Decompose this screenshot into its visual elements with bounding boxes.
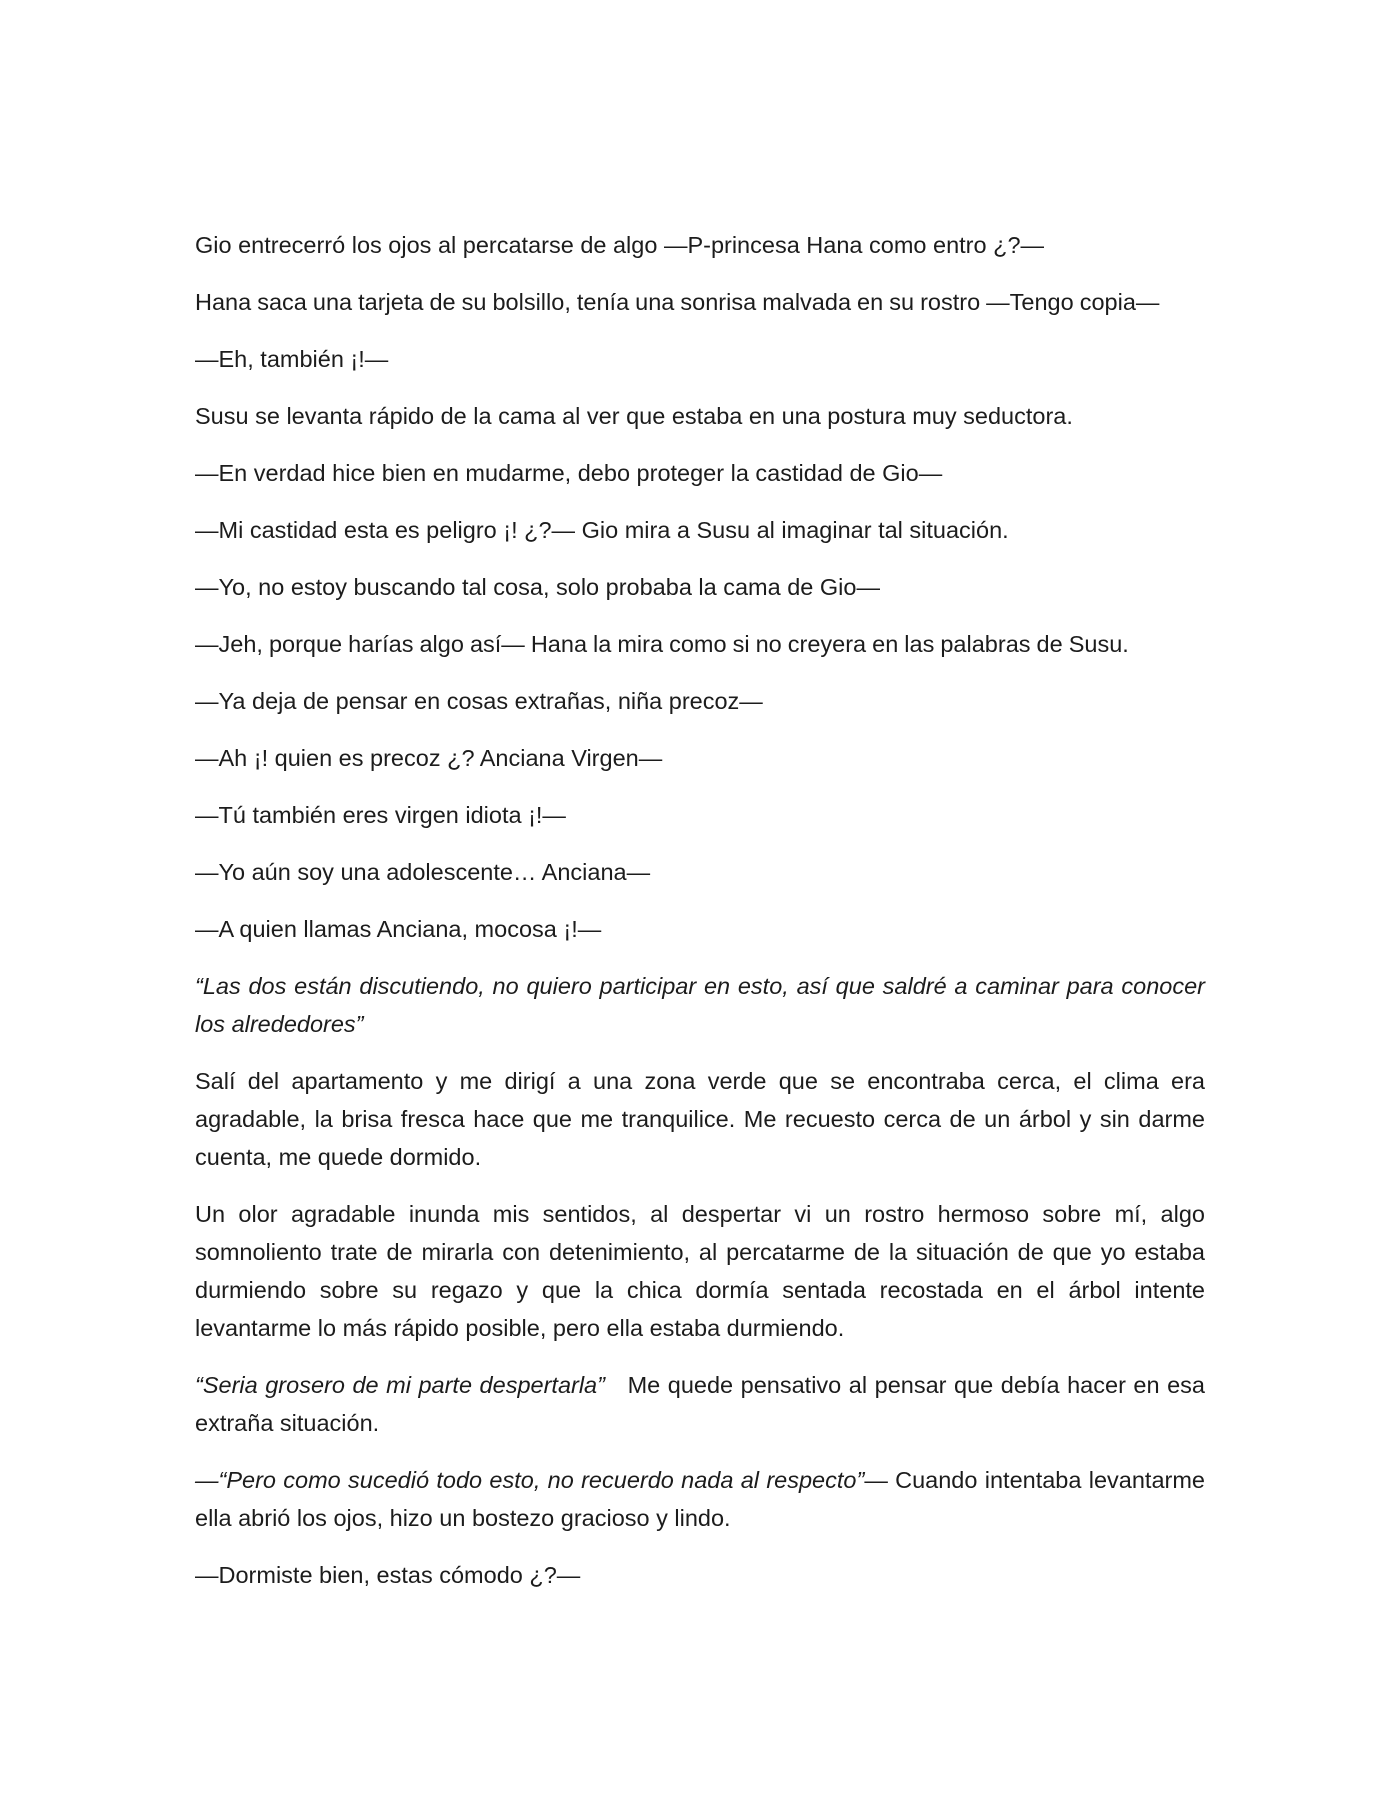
mixed-paragraph — [195, 1461, 1205, 1537]
italic-thought: “Las dos están discutiendo, no quiero participar en esto, así que saldré a caminar para conocer los alrededores” — [195, 973, 1205, 1037]
paragraph: —A quien llamas Anciana, mocosa ¡!— — [195, 916, 602, 942]
paragraph: Salí del apartamento y me dirigí a una zona verde que se encontraba cerca, el clima era agradable, la brisa fresca hace que me tranquilice. Me recuesto cerca de un árbol y sin darme cuenta, me quede dormido. — [195, 1068, 1205, 1170]
paragraph: —Ya deja de pensar en cosas extrañas, niña precoz— — [195, 688, 763, 714]
paragraph: —Yo, no estoy buscando tal cosa, solo probaba la cama de Gio— — [195, 574, 880, 600]
paragraph-continuation: — Cuando intentaba levantarme ella abrió los ojos, hizo un bostezo gracioso y lindo. — [195, 1467, 1206, 1531]
paragraph-continuation: Me quede pensativo al pensar que debía hacer en esa extraña situación. — [195, 1372, 1212, 1436]
paragraph: —Jeh, porque harías algo así— Hana la mira como si no creyera en las palabras de Susu. — [195, 631, 1129, 657]
paragraph: —En verdad hice bien en mudarme, debo proteger la castidad de Gio— — [195, 460, 943, 486]
paragraph: —Dormiste bien, estas cómodo ¿?— — [195, 1562, 581, 1588]
paragraph: Gio entrecerró los ojos al percatarse de algo —P-princesa Hana como entro ¿?— — [195, 232, 1045, 258]
paragraph: —Mi castidad esta es peligro ¡! ¿?— Gio mira a Susu al imaginar tal situación. — [195, 517, 1009, 543]
paragraph: Un olor agradable inunda mis sentidos, al despertar vi un rostro hermoso sobre mí, algo somnoliento trate de mirarla con detenimiento, al percatarme de la situación de que yo estaba durmiendo sobre su regazo y que la chica dormía sentada recostada en el árbol intente levantarme lo más rápido posible, pero ella estaba durmiendo. — [195, 1201, 1205, 1341]
paragraph: —Ah ¡! quien es precoz ¿? Anciana Virgen— — [195, 745, 663, 771]
italic-paragraph — [195, 967, 1205, 1043]
italic-thought: “Seria grosero de mi parte despertarla” — [195, 1372, 605, 1398]
paragraph: —Yo aún soy una adolescente… Anciana— — [195, 859, 651, 885]
paragraph: —Tú también eres virgen idiota ¡!— — [195, 802, 566, 828]
paragraph: —Eh, también ¡!— — [195, 346, 389, 372]
paragraph: Susu se levanta rápido de la cama al ver que estaba en una postura muy seductora. — [195, 403, 1073, 429]
paragraph: Hana saca una tarjeta de su bolsillo, tenía una sonrisa malvada en su rostro —Tengo copia— — [195, 289, 1160, 315]
italic-thought: —“Pero como sucedió todo esto, no recuerdo nada al respecto” — [195, 1467, 865, 1493]
document-body — [195, 226, 1212, 1613]
mixed-paragraph — [195, 1366, 1212, 1442]
